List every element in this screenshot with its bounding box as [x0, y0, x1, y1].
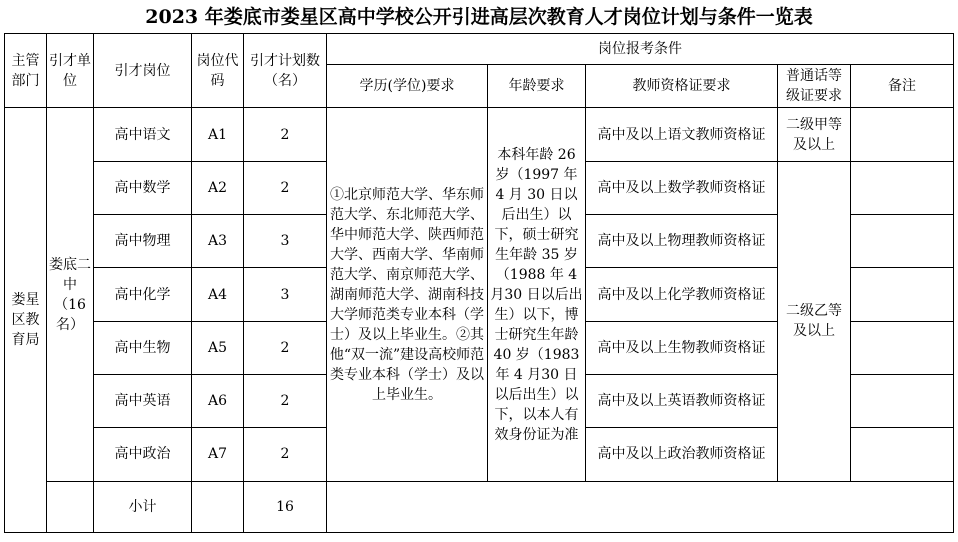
count-cell: 2 — [244, 428, 327, 481]
header-cert: 教师资格证要求 — [586, 65, 778, 108]
note-cell — [851, 108, 954, 161]
subtotal-count: 16 — [244, 481, 327, 532]
count-cell: 2 — [244, 321, 327, 374]
code-cell: A6 — [192, 375, 244, 428]
unit-cell: 娄底二中（16名） — [47, 108, 94, 481]
code-cell: A7 — [192, 428, 244, 481]
mandarin-rest-cell: 二级乙等及以上 — [778, 161, 851, 481]
post-cell: 高中数学 — [94, 161, 192, 214]
code-cell: A3 — [192, 215, 244, 268]
subtotal-row — [5, 481, 954, 532]
note-cell — [851, 161, 954, 214]
cert-cell: 高中及以上生物教师资格证 — [586, 321, 778, 374]
cert-cell: 高中及以上化学教师资格证 — [586, 268, 778, 321]
count-cell: 3 — [244, 268, 327, 321]
header-note: 备注 — [851, 65, 954, 108]
count-cell: 2 — [244, 161, 327, 214]
note-cell — [851, 428, 954, 481]
post-cell: 高中物理 — [94, 215, 192, 268]
cert-cell: 高中及以上数学教师资格证 — [586, 161, 778, 214]
code-cell: A2 — [192, 161, 244, 214]
subtotal-empty-cell — [47, 481, 94, 532]
recruitment-table — [4, 33, 954, 533]
edu-requirement-cell: ①北京师范大学、华东师范大学、东北师范大学、华中师范大学、陕西师范大学、西南大学、华南师范大学、南京师范大学、湖南师范大学、湖南科技大学师范类专业本科（学士）及以上毕业生。②其他“双一流”建设高校师范类专业本科（学士）及以上毕业生。 — [327, 108, 488, 481]
header-conditions: 岗位报考条件 — [327, 34, 954, 65]
post-cell: 高中化学 — [94, 268, 192, 321]
mandarin-first-cell: 二级甲等及以上 — [778, 108, 851, 161]
count-cell: 2 — [244, 108, 327, 161]
post-cell: 高中语文 — [94, 108, 192, 161]
header-unit: 引才单位 — [47, 34, 94, 108]
subtotal-label: 小计 — [94, 481, 192, 532]
code-cell: A5 — [192, 321, 244, 374]
note-cell — [851, 215, 954, 268]
note-cell — [851, 375, 954, 428]
cert-cell: 高中及以上语文教师资格证 — [586, 108, 778, 161]
note-cell — [851, 268, 954, 321]
cert-cell: 高中及以上物理教师资格证 — [586, 215, 778, 268]
header-age: 年龄要求 — [488, 65, 586, 108]
code-cell: A1 — [192, 108, 244, 161]
subtotal-empty-cell — [327, 481, 954, 532]
subtotal-empty-cell — [192, 481, 244, 532]
header-dept: 主管部门 — [5, 34, 47, 108]
code-cell: A4 — [192, 268, 244, 321]
header-count: 引才计划数（名） — [244, 34, 327, 108]
post-cell: 高中英语 — [94, 375, 192, 428]
age-requirement-cell: 本科年龄 26 岁（1997 年 4 月 30 日以后出生）以下，硕士研究生年龄 35 岁（1988 年 4 月30 日以后出生）以下，博士研究生年龄 40 岁（1983 年 4 月30 日以后出生）以下，以本人有效身份证为准 — [488, 108, 586, 481]
header-mandarin: 普通话等级证要求 — [778, 65, 851, 108]
post-cell: 高中生物 — [94, 321, 192, 374]
header-code: 岗位代码 — [192, 34, 244, 108]
note-cell — [851, 321, 954, 374]
count-cell: 2 — [244, 375, 327, 428]
dept-cell: 娄星区教育局 — [5, 108, 47, 533]
page-title: 2023 年娄底市娄星区高中学校公开引进高层次教育人才岗位计划与条件一览表 — [145, 6, 813, 28]
cert-cell: 高中及以上英语教师资格证 — [586, 375, 778, 428]
post-cell: 高中政治 — [94, 428, 192, 481]
table-row — [5, 108, 954, 161]
header-post: 引才岗位 — [94, 34, 192, 108]
count-cell: 3 — [244, 215, 327, 268]
header-edu: 学历(学位)要求 — [327, 65, 488, 108]
cert-cell: 高中及以上政治教师资格证 — [586, 428, 778, 481]
